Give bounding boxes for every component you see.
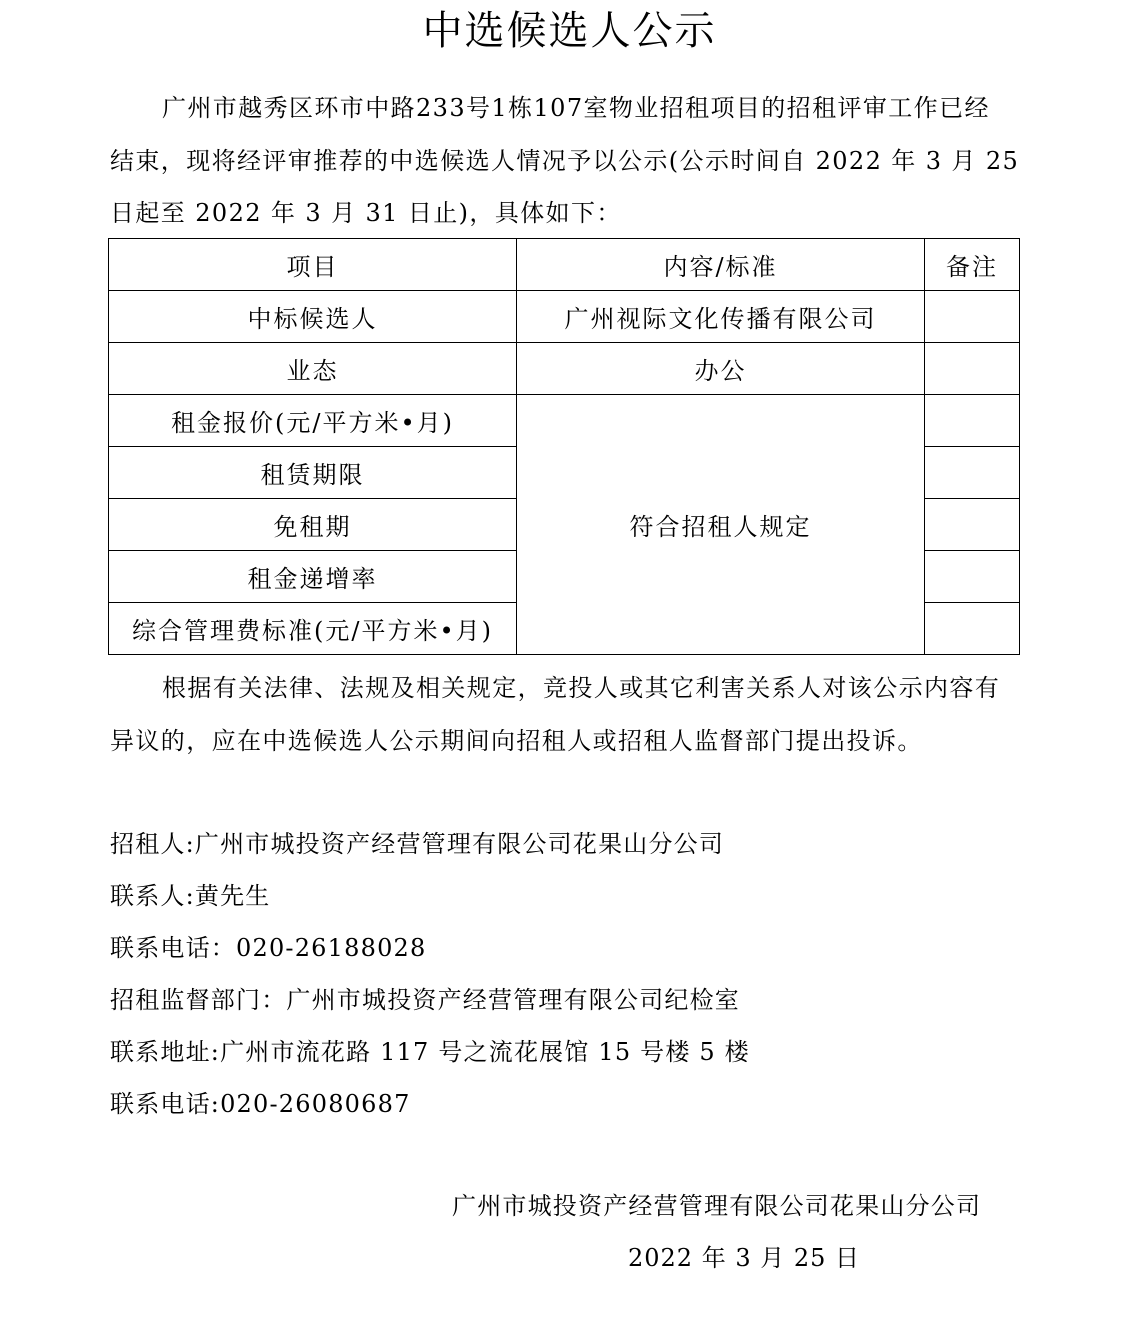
row-item: 租金递增率 <box>109 551 517 603</box>
merged-content-cell: 符合招租人规定 <box>517 395 925 655</box>
intro-line-1: 广州市越秀区环市中路233号1栋107室物业招租项目的招租评审工作已经 <box>162 94 990 122</box>
supervisor-line: 招租监督部门：广州市城投资产经营管理有限公司纪检室 <box>110 986 740 1014</box>
header-note: 备注 <box>925 239 1020 291</box>
intro-line-3: 日起至 2022 年 3 月 31 日止)，具体如下： <box>110 199 622 227</box>
table-row <box>109 343 1020 395</box>
contact-block <box>110 818 1025 1130</box>
document-title: 中选候选人公示 <box>422 8 717 54</box>
complaint-line-2: 异议的，应在中选候选人公示期间向招租人或招租人监督部门提出投诉。 <box>110 726 923 755</box>
row-note <box>925 291 1020 343</box>
row-note <box>925 343 1020 395</box>
intro-line-2: 结束，现将经评审推荐的中选候选人情况予以公示(公示时间自 2022 年 3 月 25 <box>110 146 1020 175</box>
intro-paragraph <box>110 82 1025 240</box>
row-content: 办公 <box>517 343 925 395</box>
row-item: 租赁期限 <box>109 447 517 499</box>
row-note <box>925 603 1020 655</box>
row-item: 中标候选人 <box>109 291 517 343</box>
complaint-line-1: 根据有关法律、法规及相关规定，竞投人或其它利害关系人对该公示内容有 <box>162 674 1001 702</box>
row-note <box>925 395 1020 447</box>
row-note <box>925 551 1020 603</box>
signing-date: 2022 年 3 月 25 日 <box>628 1244 861 1272</box>
phone-line-2: 联系电话:020-26080687 <box>110 1090 411 1118</box>
header-item: 项目 <box>109 239 517 291</box>
row-content: 广州视际文化传播有限公司 <box>517 291 925 343</box>
table-header-row <box>109 239 1020 291</box>
address-line: 联系地址:广州市流花路 117 号之流花展馆 15 号楼 5 楼 <box>110 1038 750 1066</box>
complaint-paragraph <box>110 662 1025 767</box>
row-note <box>925 447 1020 499</box>
header-content: 内容/标准 <box>517 239 925 291</box>
phone-line-1: 联系电话：020-26188028 <box>110 934 427 962</box>
row-item: 综合管理费标准(元/平方米•月) <box>109 603 517 655</box>
row-note <box>925 499 1020 551</box>
contact-person-line: 联系人:黄先生 <box>110 882 271 910</box>
row-item: 免租期 <box>109 499 517 551</box>
row-item: 业态 <box>109 343 517 395</box>
candidate-table <box>108 238 1020 655</box>
table-row <box>109 291 1020 343</box>
signer-name: 广州市城投资产经营管理有限公司花果山分公司 <box>452 1192 982 1220</box>
row-item: 租金报价(元/平方米•月) <box>109 395 517 447</box>
lessor-line: 招租人:广州市城投资产经营管理有限公司花果山分公司 <box>110 830 725 858</box>
table-row <box>109 395 1020 447</box>
